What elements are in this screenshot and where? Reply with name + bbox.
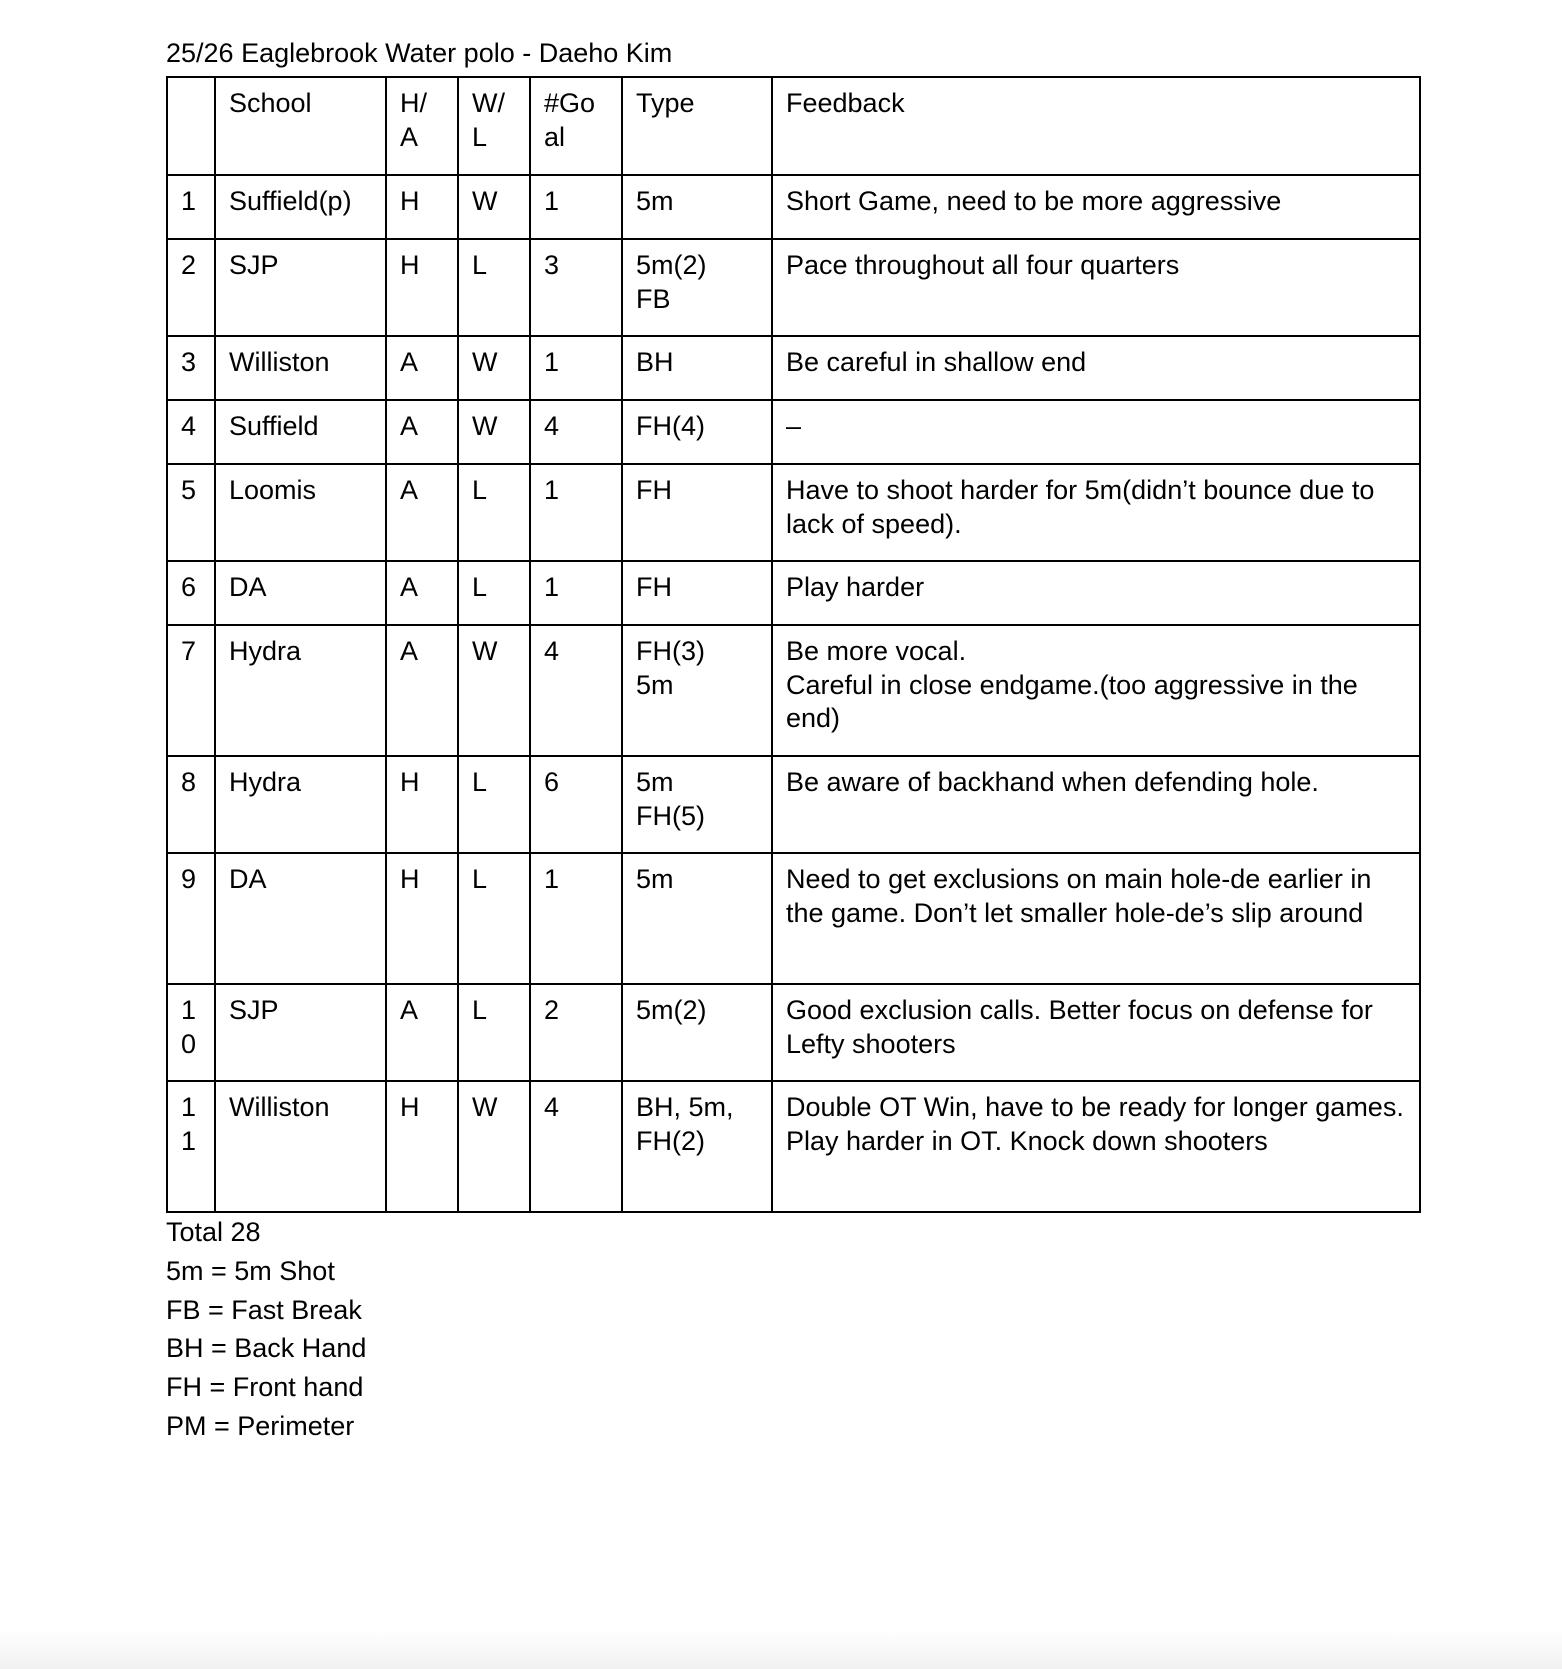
cell-school: Williston	[215, 1081, 386, 1212]
cell-school: Hydra	[215, 625, 386, 756]
cell-type: 5m	[622, 853, 772, 984]
cell-school: Loomis	[215, 464, 386, 561]
cell-index: 7	[167, 625, 215, 756]
cell-index: 2	[167, 239, 215, 336]
table-row	[167, 1081, 1420, 1212]
table-row	[167, 984, 1420, 1081]
document-title: 25/26 Eaglebrook Water polo - Daeho Kim	[166, 38, 673, 68]
cell-goals: 4	[530, 625, 622, 756]
header-type: Type	[622, 77, 772, 175]
cell-feedback: Be careful in shallow end	[772, 336, 1420, 400]
total-goals: Total 28	[166, 1217, 261, 1247]
cell-type: FH(4)	[622, 400, 772, 464]
cell-win-loss: L	[458, 561, 530, 625]
cell-school: DA	[215, 561, 386, 625]
legend-item: FH = Front hand	[166, 1372, 364, 1403]
cell-feedback: Play harder	[772, 561, 1420, 625]
cell-home-away: A	[386, 984, 458, 1081]
cell-type: 5m	[622, 175, 772, 239]
cell-win-loss: L	[458, 756, 530, 853]
cell-home-away: A	[386, 400, 458, 464]
cell-win-loss: L	[458, 239, 530, 336]
table-row	[167, 239, 1420, 336]
cell-home-away: H	[386, 1081, 458, 1212]
cell-type: 5m(2)	[622, 984, 772, 1081]
table-header-row	[167, 77, 1420, 175]
header-feedback: Feedback	[772, 77, 1420, 175]
cell-index: 9	[167, 853, 215, 984]
cell-home-away: H	[386, 853, 458, 984]
cell-feedback: Be aware of backhand when defending hole.	[772, 756, 1420, 853]
cell-school: SJP	[215, 984, 386, 1081]
cell-school: SJP	[215, 239, 386, 336]
cell-feedback: Double OT Win, have to be ready for longer games. Play harder in OT. Knock down shooters	[772, 1081, 1420, 1212]
cell-school: DA	[215, 853, 386, 984]
cell-type: FH(3) 5m	[622, 625, 772, 756]
cell-goals: 3	[530, 239, 622, 336]
cell-feedback: Pace throughout all four quarters	[772, 239, 1420, 336]
legend-item: PM = Perimeter	[166, 1410, 355, 1441]
cell-school: Hydra	[215, 756, 386, 853]
cell-feedback: Short Game, need to be more aggressive	[772, 175, 1420, 239]
cell-home-away: H	[386, 175, 458, 239]
cell-goals: 1	[530, 561, 622, 625]
cell-index: 5	[167, 464, 215, 561]
game-log-table	[166, 76, 1421, 1213]
cell-goals: 4	[530, 1081, 622, 1212]
cell-feedback: Be more vocal. Careful in close endgame.(too aggressive in the end)	[772, 625, 1420, 756]
header-index	[167, 77, 215, 175]
cell-feedback: Good exclusion calls. Better focus on defense for Lefty shooters	[772, 984, 1420, 1081]
cell-goals: 1	[530, 464, 622, 561]
cell-win-loss: W	[458, 1081, 530, 1212]
table-row	[167, 464, 1420, 561]
table-row	[167, 853, 1420, 984]
cell-type: 5m FH(5)	[622, 756, 772, 853]
cell-goals: 6	[530, 756, 622, 853]
cell-win-loss: L	[458, 464, 530, 561]
cell-home-away: A	[386, 625, 458, 756]
table-row	[167, 175, 1420, 239]
cell-goals: 1	[530, 336, 622, 400]
legend-item: BH = Back Hand	[166, 1333, 367, 1364]
cell-index: 3	[167, 336, 215, 400]
cell-index: 1 1	[167, 1081, 215, 1212]
cell-type: BH, 5m, FH(2)	[622, 1081, 772, 1212]
cell-home-away: A	[386, 561, 458, 625]
page-bottom-edge	[0, 1629, 1562, 1669]
cell-goals: 4	[530, 400, 622, 464]
cell-index: 4	[167, 400, 215, 464]
header-school: School	[215, 77, 386, 175]
cell-win-loss: L	[458, 853, 530, 984]
cell-index: 8	[167, 756, 215, 853]
cell-type: FH	[622, 561, 772, 625]
cell-win-loss: W	[458, 625, 530, 756]
cell-win-loss: W	[458, 336, 530, 400]
cell-feedback: –	[772, 400, 1420, 464]
table-row	[167, 400, 1420, 464]
cell-win-loss: W	[458, 175, 530, 239]
cell-school: Williston	[215, 336, 386, 400]
table-row	[167, 625, 1420, 756]
cell-home-away: H	[386, 756, 458, 853]
legend-item: FB = Fast Break	[166, 1294, 362, 1325]
cell-goals: 1	[530, 175, 622, 239]
cell-win-loss: L	[458, 984, 530, 1081]
cell-type: BH	[622, 336, 772, 400]
cell-goals: 1	[530, 853, 622, 984]
legend-item: 5m = 5m Shot	[166, 1255, 335, 1286]
cell-index: 1	[167, 175, 215, 239]
cell-feedback: Have to shoot harder for 5m(didn’t bounce due to lack of speed).	[772, 464, 1420, 561]
cell-index: 1 0	[167, 984, 215, 1081]
cell-index: 6	[167, 561, 215, 625]
cell-feedback: Need to get exclusions on main hole-de earlier in the game. Don’t let smaller hole-de’s slip around	[772, 853, 1420, 984]
cell-goals: 2	[530, 984, 622, 1081]
cell-home-away: A	[386, 336, 458, 400]
table-row	[167, 561, 1420, 625]
header-goals: #Go al	[530, 77, 622, 175]
legend	[166, 1213, 366, 1446]
table-row	[167, 756, 1420, 853]
cell-type: 5m(2) FB	[622, 239, 772, 336]
cell-win-loss: W	[458, 400, 530, 464]
header-win-loss: W/ L	[458, 77, 530, 175]
header-home-away: H/ A	[386, 77, 458, 175]
cell-school: Suffield	[215, 400, 386, 464]
cell-type: FH	[622, 464, 772, 561]
cell-home-away: H	[386, 239, 458, 336]
table-row	[167, 336, 1420, 400]
cell-home-away: A	[386, 464, 458, 561]
cell-school: Suffield(p)	[215, 175, 386, 239]
